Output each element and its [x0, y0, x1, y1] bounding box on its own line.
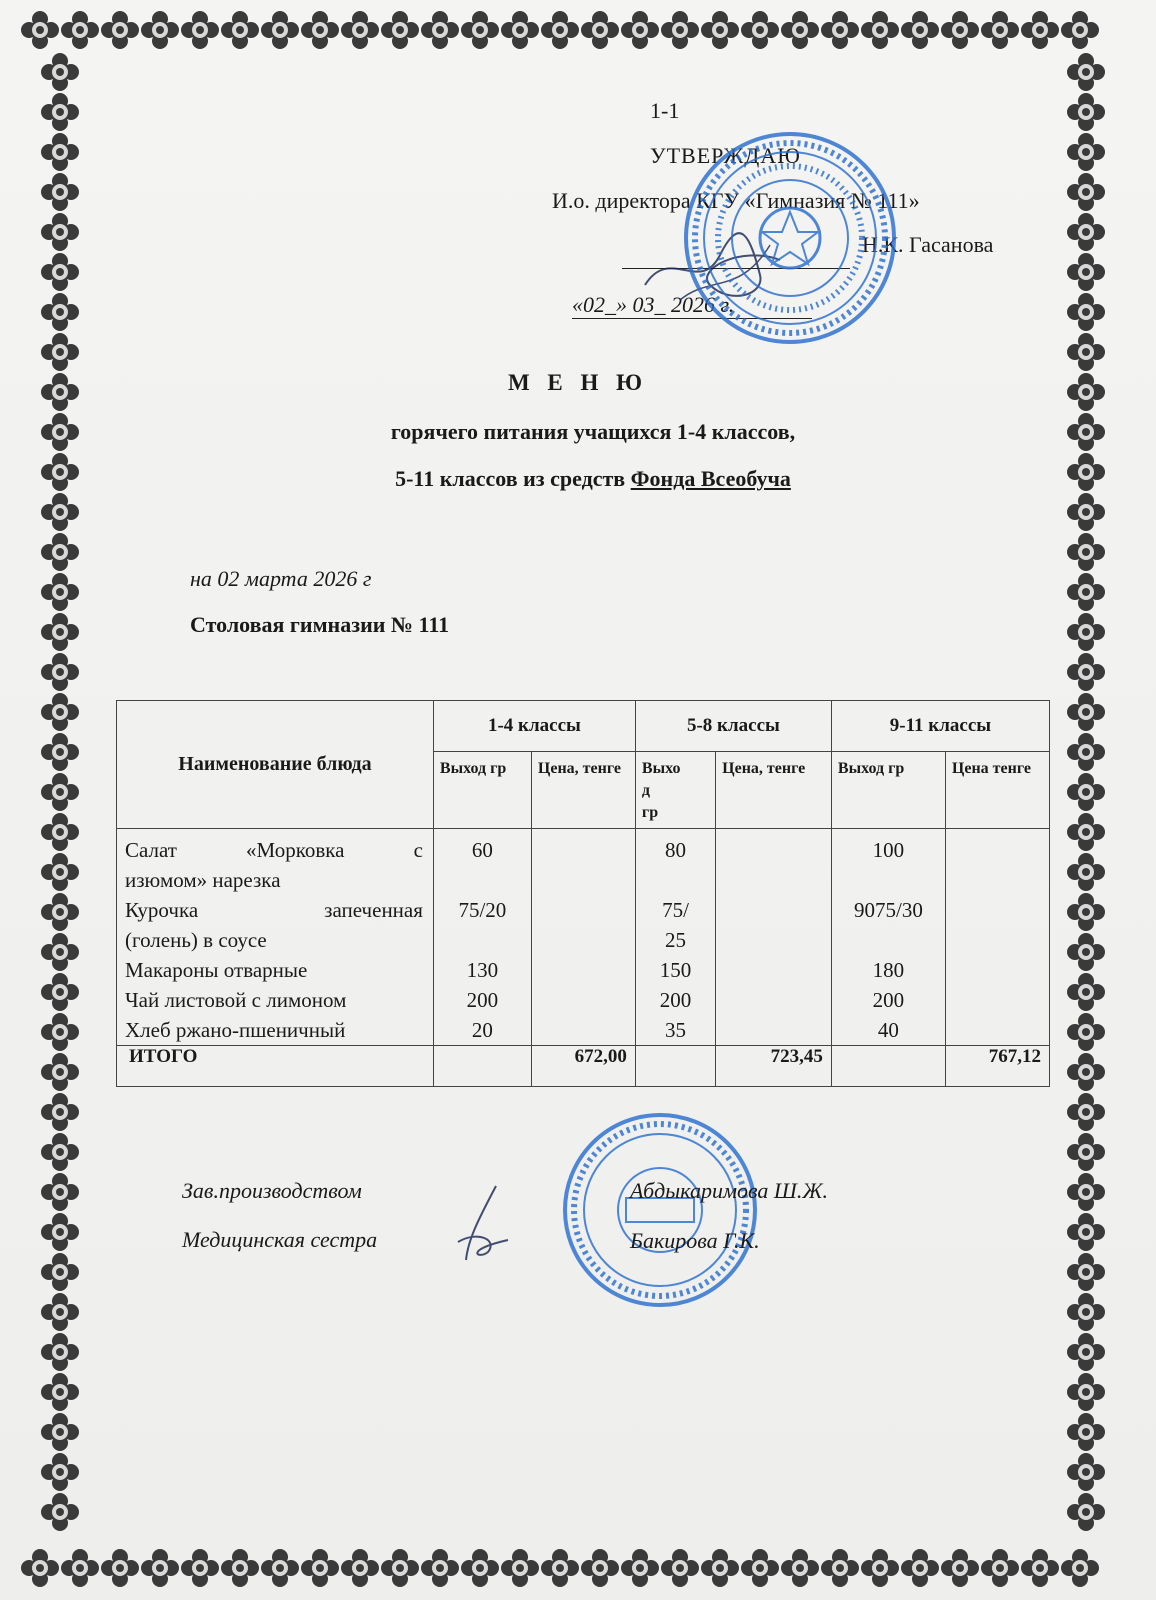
header-group-1-4: 1-4 классы [433, 701, 635, 752]
production-manager-name: Абдыкаримова Ш.Ж. [630, 1178, 828, 1203]
ornament-flower-icon [1066, 1172, 1106, 1212]
ornament-flower-icon [1066, 732, 1106, 772]
ornament-flower-icon [40, 1212, 80, 1252]
menu-title: М Е Н Ю [507, 370, 649, 395]
ornament-flower-icon [780, 10, 820, 50]
ornament-flower-icon [1066, 1372, 1106, 1412]
dish-3: Макароны отварные [125, 958, 308, 982]
ornament-flower-icon [900, 10, 940, 50]
ornament-flower-icon [40, 1092, 80, 1132]
total-out-2 [635, 1046, 715, 1087]
ornament-flower-icon [20, 1548, 60, 1588]
out1-v4: 200 [466, 988, 499, 1012]
ornament-flower-icon [540, 1548, 580, 1588]
ornament-flower-icon [1066, 1212, 1106, 1252]
ornament-flower-icon [40, 92, 80, 132]
ornament-flower-icon [1066, 1292, 1106, 1332]
ornament-flower-icon [1066, 172, 1106, 212]
ornament-flower-icon [40, 132, 80, 172]
ornament-flower-icon [1066, 572, 1106, 612]
header-dish-name: Наименование блюда [117, 701, 434, 829]
ornament-flower-icon [40, 652, 80, 692]
ornament-flower-icon [1066, 1412, 1106, 1452]
subheader-output-1: Выход гр [433, 752, 531, 829]
out1-v1: 60 [471, 838, 493, 862]
ornament-border-right [1066, 52, 1106, 1532]
out3-v3: 180 [872, 958, 905, 982]
ornament-flower-icon [260, 1548, 300, 1588]
ornament-flower-icon [40, 212, 80, 252]
table-header-row [117, 701, 1050, 752]
ornament-flower-icon [940, 1548, 980, 1588]
out1-v2: 75/20 [458, 898, 507, 922]
out3-v4: 200 [872, 988, 905, 1012]
out1-v5: 20 [471, 1018, 493, 1042]
ornament-flower-icon [460, 10, 500, 50]
ornament-flower-icon [40, 972, 80, 1012]
ornament-flower-icon [40, 1332, 80, 1372]
out2-v5: 35 [665, 1018, 687, 1042]
menu-subtitle-line1: горячего питания учащихся 1-4 классов, [390, 419, 796, 444]
ornament-flower-icon [1066, 1052, 1106, 1092]
ornament-flower-icon [900, 1548, 940, 1588]
dish-4: Чай листовой с лимоном [125, 988, 347, 1012]
ornament-flower-icon [820, 10, 860, 50]
output-1-values [433, 829, 531, 1046]
ornament-flower-icon [1066, 652, 1106, 692]
nurse-name: Бакирова Г.К. [630, 1228, 760, 1253]
ornament-flower-icon [40, 732, 80, 772]
total-out-3 [831, 1046, 945, 1087]
ornament-flower-icon [780, 1548, 820, 1588]
ornament-flower-icon [140, 1548, 180, 1588]
ornament-flower-icon [40, 892, 80, 932]
ornament-flower-icon [700, 1548, 740, 1588]
ornament-flower-icon [40, 532, 80, 572]
ornament-flower-icon [1060, 10, 1100, 50]
ornament-flower-icon [300, 10, 340, 50]
ornament-flower-icon [1066, 852, 1106, 892]
total-label: ИТОГО [117, 1046, 434, 1087]
subheader-price-3: Цена тенге [945, 752, 1049, 829]
ornament-flower-icon [1066, 772, 1106, 812]
subheader-price-1: Цена, тенге [531, 752, 635, 829]
ornament-flower-icon [460, 1548, 500, 1588]
ornament-flower-icon [220, 1548, 260, 1588]
ornament-flower-icon [420, 10, 460, 50]
ornament-flower-icon [40, 692, 80, 732]
ornament-flower-icon [40, 1252, 80, 1292]
out3-v5: 40 [877, 1018, 899, 1042]
price-2-cell [716, 829, 832, 1046]
ornament-flower-icon [1066, 1452, 1106, 1492]
ornament-flower-icon [1066, 532, 1106, 572]
ornament-flower-icon [260, 10, 300, 50]
ornament-flower-icon [1066, 492, 1106, 532]
ornament-flower-icon [1066, 252, 1106, 292]
ornament-flower-icon [40, 1172, 80, 1212]
ornament-flower-icon [580, 1548, 620, 1588]
approve-label: УТВЕРЖДАЮ [650, 143, 801, 168]
ornament-flower-icon [220, 10, 260, 50]
director-name: Н.К. Гасанова [862, 232, 994, 257]
dish-1-line2: изюмом» нарезка [125, 868, 281, 892]
ornament-flower-icon [860, 1548, 900, 1588]
table-row [117, 829, 1050, 1046]
nurse-signature [448, 1180, 528, 1270]
ornament-flower-icon [180, 10, 220, 50]
ornament-flower-icon [1066, 92, 1106, 132]
header-group-9-11: 9-11 классы [831, 701, 1049, 752]
ornament-flower-icon [1066, 932, 1106, 972]
sub-out2-l2: д [641, 782, 651, 799]
ornament-flower-icon [1066, 292, 1106, 332]
nurse-label: Медицинская сестра [182, 1227, 378, 1252]
ornament-flower-icon [1066, 1132, 1106, 1172]
ornament-border-top [20, 10, 1100, 50]
dish-2-line2: (голень) в соусе [125, 928, 267, 952]
ornament-flower-icon [1020, 10, 1060, 50]
out2-v4: 200 [659, 988, 692, 1012]
ornament-flower-icon [40, 252, 80, 292]
ornament-flower-icon [1066, 812, 1106, 852]
ornament-flower-icon [40, 1492, 80, 1532]
total-price-3: 767,12 [945, 1046, 1049, 1087]
ornament-flower-icon [40, 492, 80, 532]
ornament-flower-icon [620, 1548, 660, 1588]
out3-v2: 9075/30 [853, 898, 923, 922]
ornament-flower-icon [1066, 612, 1106, 652]
ornament-flower-icon [380, 1548, 420, 1588]
ornament-flower-icon [140, 10, 180, 50]
ornament-flower-icon [300, 1548, 340, 1588]
ornament-flower-icon [380, 10, 420, 50]
price-1-cell [531, 829, 635, 1046]
ornament-flower-icon [980, 1548, 1020, 1588]
ornament-flower-icon [1020, 1548, 1060, 1588]
ornament-flower-icon [500, 10, 540, 50]
ornament-flower-icon [40, 572, 80, 612]
ornament-flower-icon [700, 10, 740, 50]
ornament-flower-icon [40, 52, 80, 92]
ornament-flower-icon [1066, 892, 1106, 932]
ornament-flower-icon [860, 10, 900, 50]
ornament-flower-icon [820, 1548, 860, 1588]
sub-out2-l1: Выхо [641, 760, 681, 777]
ornament-flower-icon [580, 10, 620, 50]
ornament-flower-icon [100, 1548, 140, 1588]
ornament-flower-icon [40, 1372, 80, 1412]
ornament-flower-icon [1066, 132, 1106, 172]
sub-out2-l3: гр [641, 804, 659, 821]
dish-2-line1: Курочка запеченная [125, 898, 423, 922]
entrepreneur-stamp-icon [560, 1110, 760, 1310]
ornament-flower-icon [1066, 1332, 1106, 1372]
director-title: И.о. директора КГУ «Гимназия № 111» [552, 188, 920, 213]
ornament-flower-icon [1066, 52, 1106, 92]
document-code: 1-1 [650, 98, 680, 123]
menu-subtitle-line2 [0, 466, 1156, 492]
ornament-flower-icon [40, 1052, 80, 1092]
ornament-flower-icon [500, 1548, 540, 1588]
ornament-flower-icon [40, 292, 80, 332]
ornament-flower-icon [1066, 1092, 1106, 1132]
ornament-flower-icon [1066, 332, 1106, 372]
ornament-flower-icon [1066, 1492, 1106, 1532]
ornament-flower-icon [1066, 1012, 1106, 1052]
table-total-row [117, 1046, 1050, 1087]
ornament-flower-icon [60, 10, 100, 50]
dish-list [117, 829, 434, 1046]
ornament-flower-icon [60, 1548, 100, 1588]
ornament-flower-icon [180, 1548, 220, 1588]
ornament-flower-icon [40, 772, 80, 812]
ornament-flower-icon [40, 812, 80, 852]
menu-date: на 02 марта 2026 г [190, 566, 372, 591]
subheader-output-2 [635, 752, 715, 829]
subheader-price-2: Цена, тенге [716, 752, 832, 829]
subtitle-prefix: 5-11 классов из средств [395, 466, 631, 491]
official-stamp-icon [680, 128, 900, 348]
ornament-flower-icon [420, 1548, 460, 1588]
ornament-flower-icon [740, 1548, 780, 1588]
ornament-flower-icon [40, 172, 80, 212]
ornament-flower-icon [660, 1548, 700, 1588]
menu-table [116, 700, 1050, 1087]
production-manager-label: Зав.производством [182, 1178, 362, 1203]
out1-v3: 130 [466, 958, 499, 982]
out2-v2-l2: 25 [665, 928, 687, 952]
out3-v1: 100 [872, 838, 905, 862]
out2-v1: 80 [665, 838, 687, 862]
ornament-flower-icon [1066, 692, 1106, 732]
ornament-flower-icon [540, 10, 580, 50]
ornament-flower-icon [40, 1292, 80, 1332]
total-out-1 [433, 1046, 531, 1087]
ornament-flower-icon [340, 10, 380, 50]
ornament-flower-icon [40, 1132, 80, 1172]
ornament-flower-icon [1060, 1548, 1100, 1588]
dish-1-line1: Салат «Морковка с [125, 838, 423, 862]
ornament-flower-icon [40, 1412, 80, 1452]
output-2-values [635, 829, 715, 1046]
ornament-flower-icon [1066, 1252, 1106, 1292]
ornament-flower-icon [100, 10, 140, 50]
ornament-flower-icon [40, 612, 80, 652]
ornament-flower-icon [940, 10, 980, 50]
ornament-flower-icon [620, 10, 660, 50]
price-3-cell [945, 829, 1049, 1046]
ornament-flower-icon [40, 932, 80, 972]
ornament-flower-icon [40, 1452, 80, 1492]
ornament-border-left [40, 52, 80, 1532]
approve-date: «02_» 03_ 2026 г. [572, 292, 735, 317]
header-group-5-8: 5-8 классы [635, 701, 831, 752]
out2-v3: 150 [659, 958, 692, 982]
ornament-flower-icon [980, 10, 1020, 50]
total-price-2: 723,45 [716, 1046, 832, 1087]
ornament-flower-icon [340, 1548, 380, 1588]
ornament-flower-icon [740, 10, 780, 50]
ornament-flower-icon [1066, 972, 1106, 1012]
out2-v2-l1: 75/ [662, 898, 689, 922]
ornament-border-bottom [20, 1548, 1100, 1588]
canteen-name: Столовая гимназии № 111 [190, 612, 450, 637]
ornament-flower-icon [40, 332, 80, 372]
ornament-flower-icon [40, 1012, 80, 1052]
total-price-1: 672,00 [531, 1046, 635, 1087]
output-3-values [831, 829, 945, 1046]
ornament-flower-icon [660, 10, 700, 50]
ornament-flower-icon [20, 10, 60, 50]
ornament-flower-icon [1066, 212, 1106, 252]
subheader-output-3: Выход гр [831, 752, 945, 829]
dish-5: Хлеб ржано-пшеничный [125, 1018, 346, 1042]
ornament-flower-icon [40, 852, 80, 892]
fund-name: Фонда Всеобуча [630, 466, 791, 491]
